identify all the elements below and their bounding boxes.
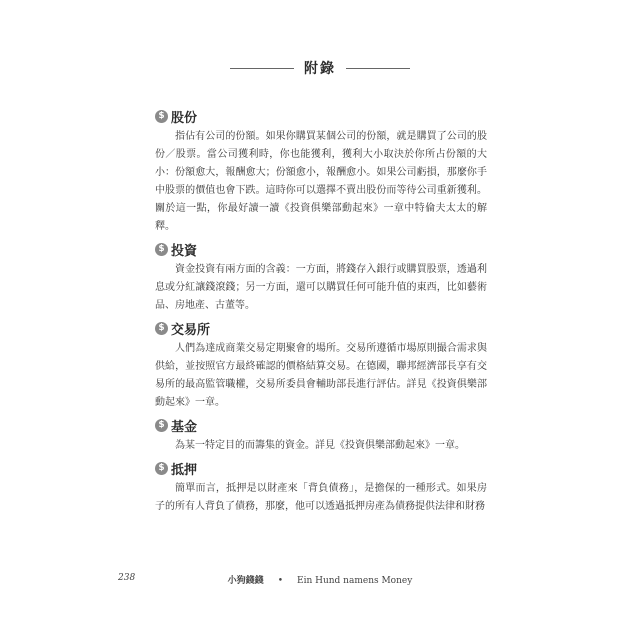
glossary-definition: 指佔有公司的份額。如果你購買某個公司的份額，就是購買了公司的股份／股票。當公司獲利時，你也能獲利，獲利大小取決於你所占份額的大小：份額愈大，報酬愈大；份額愈小，報酬愈小。如果公司虧損，那麼你手中股票的價值也會下跌。這時你可以選擇不賣出股份而等待公司重新獲利。關於這一點，你最好讀一讀《投資俱樂部動起來》一章中特倫夫太太的解釋。 [155, 131, 487, 232]
glossary-term-row [155, 457, 487, 479]
running-title [118, 573, 522, 586]
dollar-coin-icon: $ [155, 110, 168, 123]
dollar-coin-icon: $ [155, 243, 168, 256]
header-rule-left [230, 68, 294, 69]
glossary-entry-fund [155, 414, 487, 455]
glossary-term-row [155, 238, 487, 260]
glossary-term: 抵押 [171, 462, 198, 478]
header-rule-right [346, 68, 410, 69]
dollar-coin-icon: $ [155, 419, 168, 432]
glossary-list [155, 105, 487, 518]
glossary-definition: 人們為達成商業交易定期聚會的場所。交易所遵循市場原則撮合需求與供給，並按照官方最終確認的價格結算交易。在德國，聯邦經濟部長享有交易所的最高監管職權，交易所委員會輔助部長進行評估。詳見《投資俱樂部動起來》一章。 [155, 343, 487, 408]
glossary-term: 交易所 [171, 322, 211, 338]
glossary-term-row [155, 414, 487, 436]
glossary-definition: 簡單而言，抵押是以財產來「背負債務」，是擔保的一種形式。如果房子的所有人背負了債務，那麼，他可以透過抵押房產為債務提供法律和財務 [155, 483, 487, 512]
glossary-term-row [155, 317, 487, 339]
page-title: 附錄 [304, 61, 336, 77]
dollar-coin-icon: $ [155, 462, 168, 475]
glossary-entry-investment [155, 238, 487, 315]
glossary-entry-shares [155, 105, 487, 236]
glossary-entry-exchange [155, 317, 487, 412]
glossary-term-row [155, 105, 487, 127]
glossary-term: 基金 [171, 419, 198, 435]
page-footer [118, 573, 522, 587]
footer-separator: • [277, 576, 283, 586]
glossary-entry-mortgage [155, 457, 487, 516]
glossary-term: 投資 [171, 243, 198, 259]
glossary-definition: 資金投資有兩方面的含義：一方面，將錢存入銀行或購買股票，透過利息或分紅讓錢滾錢；另一方面，還可以購買任何可能升值的東西，比如藝術品、房地產、古董等。 [155, 264, 487, 311]
page-number: 238 [118, 573, 136, 583]
glossary-definition: 為某一特定目的而籌集的資金。詳見《投資俱樂部動起來》一章。 [175, 440, 465, 451]
book-title-chinese: 小狗錢錢 [227, 576, 264, 586]
glossary-term: 股份 [171, 110, 198, 126]
appendix-header [0, 58, 640, 78]
book-title-german: Ein Hund namens Money [297, 576, 413, 586]
dollar-coin-icon: $ [155, 322, 168, 335]
